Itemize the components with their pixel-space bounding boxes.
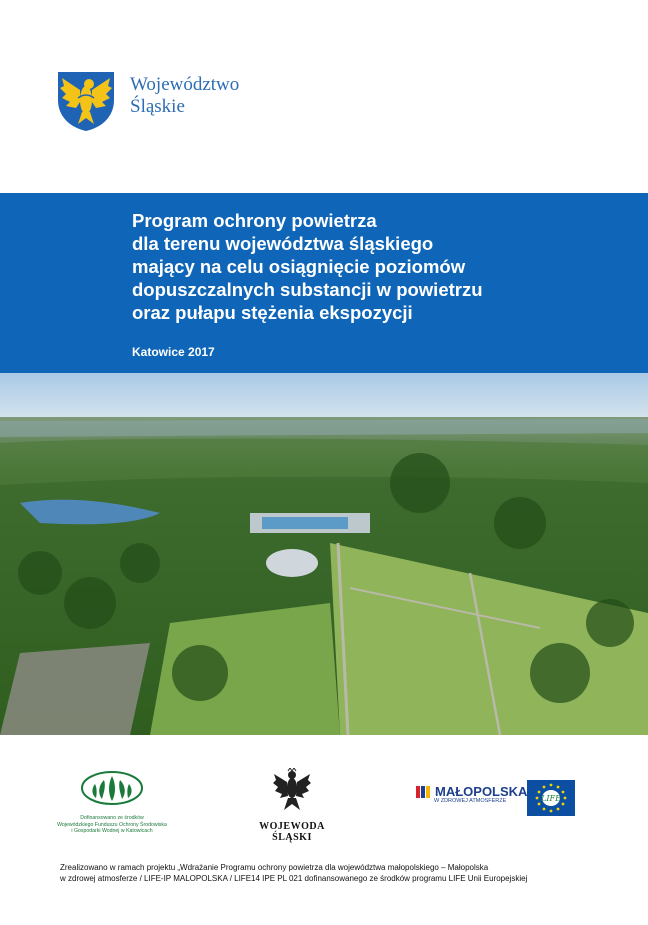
life-label: LIFE bbox=[541, 794, 561, 803]
title-line: dopuszczalnych substancji w powietrzu bbox=[132, 279, 483, 300]
caption-line: Dofinansowano ze środków bbox=[80, 815, 144, 821]
aerial-park-photo bbox=[0, 373, 648, 735]
malopolska-tagline: W ZDROWEJ ATMOSFERZE bbox=[434, 798, 507, 804]
eu-life-flag-icon bbox=[527, 780, 575, 816]
malopolska-flag-icon bbox=[416, 785, 432, 799]
voivode-sponsor-logo bbox=[243, 768, 341, 843]
leaf-emblem-icon bbox=[52, 770, 172, 806]
title-line: dla terenu województwa śląskiego bbox=[132, 233, 434, 254]
title-banner bbox=[0, 193, 648, 373]
fund-sponsor-logo bbox=[52, 770, 172, 835]
eu-life-logo bbox=[527, 780, 575, 821]
document-title bbox=[132, 209, 632, 324]
title-line: Program ochrony powietrza bbox=[132, 210, 377, 231]
malopolska-sponsor-logo bbox=[416, 784, 528, 804]
place-year: Katowice 2017 bbox=[132, 345, 215, 359]
silesian-eagle-shield-icon bbox=[56, 70, 116, 132]
title-line: mający na celu osiągnięcie poziomów bbox=[132, 256, 466, 277]
funding-note-line: w zdrowej atmosferze / LIFE-IP MALOPOLSKA / LIFE14 IPE PL 021 dofinansowanego ze środków programu LIFE Unii Europejskiej bbox=[60, 874, 528, 883]
voivode-caption: WOJEWODA ŚLĄSKI bbox=[259, 821, 325, 843]
funding-note bbox=[60, 862, 620, 884]
fund-caption bbox=[52, 815, 172, 835]
caption-line: Wojewódzkiego Funduszu Ochrony Środowiska bbox=[57, 821, 167, 828]
funding-note-line: Zrealizowano w ramach projektu „Wdrażanie Programu ochrony powietrza dla województwa małopolskiego – Małopolska bbox=[60, 863, 489, 872]
org-name bbox=[130, 74, 239, 118]
org-name-line1: Województwo bbox=[130, 74, 240, 95]
org-name-line2: Śląskie bbox=[130, 96, 185, 117]
malopolska-name: MAŁOPOLSKA bbox=[435, 784, 528, 799]
header-logo bbox=[56, 70, 239, 132]
caption-line: i Gospodarki Wodnej w Katowicach bbox=[71, 828, 153, 834]
title-line: oraz pułapu stężenia ekspozycji bbox=[132, 302, 413, 323]
polish-eagle-icon bbox=[272, 768, 312, 812]
